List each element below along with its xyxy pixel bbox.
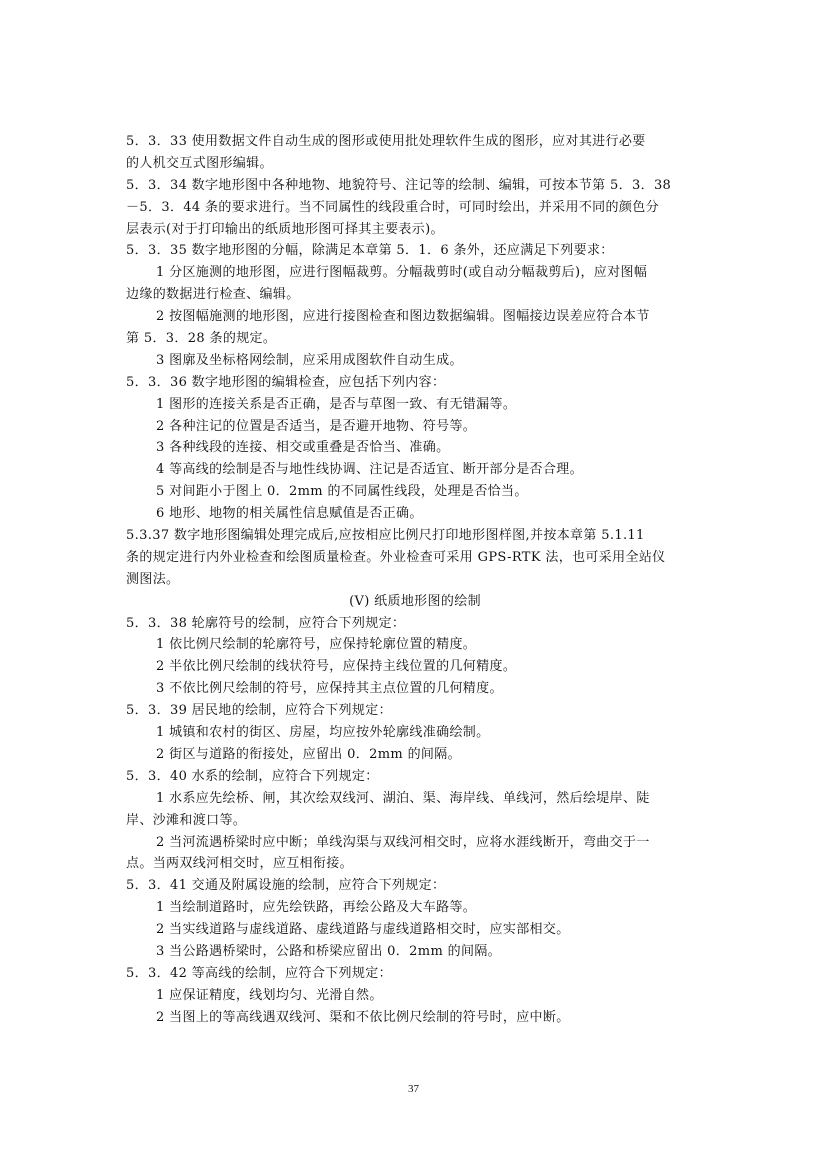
text-line: 2 按图幅施测的地形图，应进行接图检查和图边数据编辑。图幅接边误差应符合本节	[156, 309, 650, 325]
text-line: 1 当绘制道路时，应先绘铁路，再绘公路及大车路等。	[156, 900, 477, 916]
text-line: 5．3．36 数字地形图的编辑检查，应包括下列内容：	[126, 374, 446, 390]
text-line: 5．3．40 水系的绘制，应符合下列规定：	[126, 768, 379, 784]
document-body	[126, 131, 704, 1029]
text-line: 5．3．33 使用数据文件自动生成的图形或使用批处理软件生成的图形，应对其进行必要	[126, 134, 646, 149]
text-line: 2 各种注记的位置是否适当，是否避开地物、符号等。	[156, 418, 477, 434]
page-number: 37	[408, 1083, 419, 1095]
text-line: 5．3．42 等高线的绘制，应符合下列规定：	[126, 965, 392, 981]
text-line: 2 半依比例尺绘制的线状符号，应保持主线位置的几何精度。	[156, 659, 517, 675]
text-line: 2 当河流遇桥梁时应中断；单线沟渠与双线河相交时，应将水涯线断开，弯曲交于一	[156, 834, 650, 850]
text-line: 的人机交互式图形编辑。	[126, 155, 273, 171]
text-line: 1 依比例尺绘制的轮廓符号，应保持轮廓位置的精度。	[156, 637, 477, 653]
section-heading: (V) 纸质地形图的绘制	[349, 593, 481, 609]
text-line: －5．3．44 条的要求进行。当不同属性的线段重合时，可同时绘出，并采用不同的颜色分	[126, 199, 659, 215]
text-line: 层表示(对于打印输出的纸质地形图可择其主要表示)。	[126, 221, 444, 237]
text-line: 2 当实线道路与虚线道路、虚线道路与虚线道路相交时，应实部相交。	[156, 922, 570, 938]
text-line: 5．3．41 交通及附属设施的绘制，应符合下列规定：	[126, 878, 446, 894]
text-line: 5.3.37 数字地形图编辑处理完成后,应按相应比例尺打印地形图样图,并按本章第 5.1.11	[126, 528, 645, 544]
text-line: 1 图形的连接关系是否正确，是否与草图一致、有无错漏等。	[156, 396, 517, 412]
text-line: 3 不依比例尺绘制的符号，应保持其主点位置的几何精度。	[156, 681, 503, 697]
text-line: 5．3．34 数字地形图中各种地物、地貌符号、注记等的绘制、编辑，可按本节第 5．3．38	[126, 177, 672, 193]
text-line: 6 地形、地物的相关属性信息赋值是否正确。	[156, 506, 423, 522]
text-line: 4 等高线的绘制是否与地性线协调、注记是否适宜、断开部分是否合理。	[156, 462, 583, 478]
text-line: 3 当公路遇桥梁时，公路和桥梁应留出 0．2mm 的间隔。	[156, 943, 502, 959]
text-line: 岸、沙滩和渡口等。	[126, 812, 247, 828]
text-line: 2 街区与道路的衔接处，应留出 0．2mm 的间隔。	[156, 746, 461, 762]
text-line: 3 各种线段的连接、相交或重叠是否恰当、准确。	[156, 440, 450, 456]
text-line: 1 水系应先绘桥、闸，其次绘双线河、湖泊、渠、海岸线、单线河，然后绘堤岸、陡	[156, 790, 650, 806]
text-line: 1 应保证精度，线划均匀、光滑自然。	[156, 987, 383, 1003]
text-line: 5．3．35 数字地形图的分幅，除满足本章第 5．1．6 条外，还应满足下列要求：	[126, 243, 614, 259]
text-line: 2 当图上的等高线遇双线河、渠和不依比例尺绘制的符号时，应中断。	[156, 1009, 570, 1025]
text-line: 条的规定进行内外业检查和绘图质量检查。外业检查可采用 GPS-RTK 法，也可采用全站仪	[126, 549, 666, 565]
text-line: 第 5．3．28 条的规定。	[126, 331, 277, 347]
text-line: 3 图廓及坐标格网绘制，应采用成图软件自动生成。	[156, 352, 463, 368]
text-line: 1 分区施测的地形图，应进行图幅裁剪。分幅裁剪时(或自动分幅裁剪后)，应对图幅	[156, 265, 648, 281]
text-line: 1 城镇和农村的街区、房屋，均应按外轮廓线准确绘制。	[156, 725, 490, 741]
text-line: 5．3．39 居民地的绘制，应符合下列规定：	[126, 703, 392, 719]
text-line: 测图法。	[126, 571, 180, 587]
text-line: 边缘的数据进行检查、编辑。	[126, 287, 300, 303]
text-line: 点。当两双线河相交时，应互相衔接。	[126, 856, 353, 872]
text-line: 5 对间距小于图上 0．2mm 的不同属性线段，处理是否恰当。	[156, 484, 528, 500]
text-line: 5．3．38 轮廓符号的绘制，应符合下列规定：	[126, 615, 406, 631]
